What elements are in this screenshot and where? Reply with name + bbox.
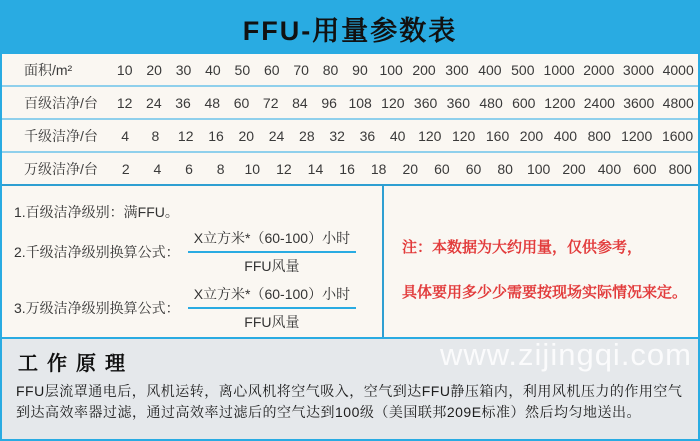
table-cell: 200 [412,61,436,78]
table-cell: 60 [465,160,482,177]
principle-heading: 工作原理 [18,353,134,375]
table-cell: 120 [381,94,405,111]
table-cell: 10 [244,160,261,177]
note-3-label: 3.万级洁净级别换算公式： [14,300,180,316]
table-cell: 2400 [583,94,615,111]
table-cell: 108 [348,94,372,111]
table-cell: 20 [402,160,419,177]
warning-note [382,186,698,337]
table-cell: 100 [526,160,551,177]
table-cell: 200 [519,127,544,144]
table-cell: 500 [511,61,535,78]
formula-2 [188,228,356,276]
table-row [2,120,698,153]
note-2 [14,226,382,278]
table-cell: 800 [668,160,692,177]
table-cell: 10 [116,61,133,78]
table-cell: 120 [451,127,476,144]
table-cell: 24 [146,94,162,111]
watermark-text: www.zijingqi.com [439,337,692,372]
notes-area [2,186,698,339]
table-cell: 4 [121,127,130,144]
table-cell: 80 [322,61,339,78]
table-cell: 16 [208,127,224,144]
table-cell: 72 [262,94,279,111]
table-cell: 4000 [662,61,694,78]
table-cell: 2000 [583,61,615,78]
formula-2-denominator: FFU风量 [244,258,300,274]
table-cell: 12 [276,160,292,177]
table-row [2,54,698,87]
table-cell: 80 [497,160,513,177]
table-cell: 400 [597,160,622,177]
table-cell: 12 [116,94,133,111]
notes-column [2,186,382,337]
table-cell: 1600 [661,127,694,144]
table-cell: 40 [205,61,221,78]
table-cell: 50 [234,61,251,78]
table-cell: 18 [370,160,387,177]
table-row [2,153,698,186]
table-cell: 60 [263,61,280,78]
parameter-table [2,54,698,186]
table-cell: 160 [485,127,510,144]
table-cell: 3600 [623,94,655,111]
note-3 [14,282,382,334]
table-cell: 60 [434,160,450,177]
formula-3 [188,284,356,332]
table-cell: 28 [299,127,315,144]
table-cell: 84 [292,94,308,111]
title-bar [2,2,698,54]
table-cell: 96 [321,94,337,111]
warning-line-1: 注：本数据为大约用量，仅供参考， [402,239,643,256]
table-cell: 800 [587,127,611,144]
table-row [2,87,698,120]
table-cell: 2 [121,160,130,177]
table-cell: 400 [553,127,578,144]
table-cell: 1000 [543,61,575,78]
page-title: FFU-用量参数表 [242,15,458,46]
table-cell: 1200 [544,94,576,111]
table-cell: 30 [175,61,192,78]
note-1: 1.百级洁净级别：满FFU。 [14,204,179,220]
table-cell: 300 [445,61,469,78]
table-cell: 90 [352,61,368,78]
note-2-label: 2.千级洁净级别换算公式： [14,244,180,260]
table-cell: 16 [339,160,355,177]
table-cell: 400 [478,61,502,78]
table-cell: 60 [233,94,250,111]
table-cell: 70 [293,61,309,78]
table-cell: 600 [633,160,657,177]
table-cell: 36 [359,127,376,144]
table-cell: 200 [562,160,586,177]
table-cell: 40 [389,127,406,144]
formula-3-denominator: FFU风量 [244,314,300,330]
principle-body: FFU层流罩通电后，风机运转，离心风机将空气吸入，空气到达FFU静压箱内，利用风机压力的作用空气到达高效率器过滤，通过高效率过滤后的空气达到100级（美国联邦209E标准）然后均匀地送出。 [16,383,683,420]
table-cell: 360 [446,94,470,111]
table-cell: 8 [216,160,225,177]
row-label: 万级洁净/台 [24,160,98,177]
table-cell: 20 [238,127,255,144]
table-cell: 48 [204,94,221,111]
table-cell: 120 [418,127,442,144]
table-cell: 100 [379,61,403,78]
table-cell: 1200 [621,127,653,144]
table-cell: 20 [146,61,162,78]
table-cell: 24 [268,127,285,144]
working-principle-section [2,339,698,441]
table-cell: 360 [413,94,438,111]
row-label: 面积/m² [24,61,73,78]
table-cell: 36 [175,94,191,111]
table-cell: 4800 [662,94,694,111]
table-cell: 12 [177,127,194,144]
table-cell: 14 [307,160,324,177]
table-cell: 600 [512,94,536,111]
warning-line-2: 具体要用多少少需要按现场实际情况来定。 [402,284,688,301]
table-cell: 8 [151,127,160,144]
formula-2-numerator: X立方米*（60-100）小时 [188,228,356,253]
row-label: 百级洁净/台 [24,94,98,111]
table-cell: 480 [479,94,503,111]
table-cell: 4 [153,160,162,177]
row-label: 千级洁净/台 [24,127,98,144]
table-cell: 6 [185,160,193,177]
formula-3-numerator: X立方米*（60-100）小时 [188,284,356,309]
table-cell: 3000 [622,61,655,78]
table-cell: 32 [329,127,345,144]
